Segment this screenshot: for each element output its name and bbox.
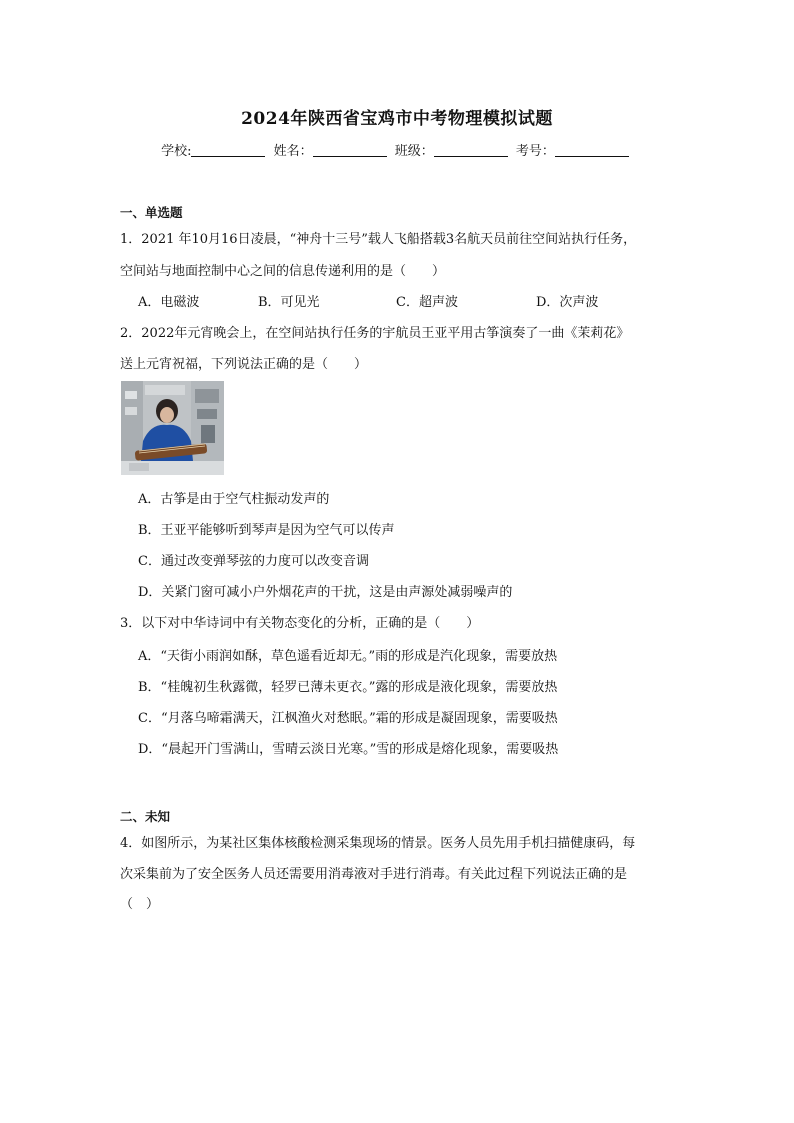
astronaut-photo-illustration xyxy=(121,381,224,475)
name-blank xyxy=(313,144,387,157)
question-1-line-2: 空间站与地面控制中心之间的信息传递利用的是（ ） xyxy=(120,264,446,279)
astronaut-guzheng-photo xyxy=(121,381,224,475)
school-blank xyxy=(191,144,265,157)
question-3-option-a: A．“天街小雨润如酥，草色遥看近却无。”雨的形成是汽化现象，需要放热 xyxy=(138,649,558,664)
question-2-option-c: C．通过改变弹琴弦的力度可以改变音调 xyxy=(138,554,369,569)
section-heading-unknown: 二、未知 xyxy=(120,809,171,824)
student-info-line xyxy=(0,140,794,159)
section-heading-single-choice: 一、单选题 xyxy=(120,205,183,220)
question-2-option-b: B．王亚平能够听到琴声是因为空气可以传声 xyxy=(138,523,395,538)
question-3-line-1: 3．以下对中华诗词中有关物态变化的分析，正确的是（ ） xyxy=(120,616,480,631)
question-2-option-a: A．古筝是由于空气柱振动发声的 xyxy=(138,492,330,507)
question-1-option-d: D．次声波 xyxy=(536,295,599,310)
question-1-option-c: C．超声波 xyxy=(396,295,458,310)
school-label: 学校: xyxy=(161,144,192,159)
question-3-option-d: D．“晨起开门雪满山，雪晴云淡日光寒。”雪的形成是熔化现象，需要吸热 xyxy=(138,742,559,757)
question-4-line-3: （ ） xyxy=(120,897,160,912)
class-blank xyxy=(434,144,508,157)
question-1-line-1: 1．2021 年10月16日凌晨，“神舟十三号”载人飞船搭载3名航天员前往空间站执行任务， xyxy=(120,232,637,247)
question-1-option-b: B．可见光 xyxy=(258,295,320,310)
exam-no-label: 考号： xyxy=(515,144,555,159)
name-label: 姓名： xyxy=(273,144,313,159)
question-2-line-2: 送上元宵祝福，下列说法正确的是（ ） xyxy=(120,357,368,372)
question-3-option-b: B．“桂魄初生秋露微，轻罗已薄未更衣。”露的形成是液化现象，需要放热 xyxy=(138,680,558,695)
question-4-line-2: 次采集前为了安全医务人员还需要用消毒液对手进行消毒。有关此过程下列说法正确的是 xyxy=(120,867,628,882)
question-2-line-1: 2．2022年元宵晚会上，在空间站执行任务的宇航员王亚平用古筝演奏了一曲《茉莉花》 xyxy=(120,326,630,341)
question-2-option-d: D．关紧门窗可减小户外烟花声的干扰，这是由声源处减弱噪声的 xyxy=(138,585,513,600)
page-title: 2024年陕西省宝鸡市中考物理模拟试题 xyxy=(241,109,553,129)
class-label: 班级： xyxy=(394,144,434,159)
question-3-option-c: C．“月落乌啼霜满天，江枫渔火对愁眠。”霜的形成是凝固现象，需要吸热 xyxy=(138,711,558,726)
question-4-line-1: 4．如图所示，为某社区集体核酸检测采集现场的情景。医务人员先用手机扫描健康码，每 xyxy=(120,836,636,851)
question-1-option-a: A．电磁波 xyxy=(138,295,200,310)
exam-no-blank xyxy=(555,144,629,157)
